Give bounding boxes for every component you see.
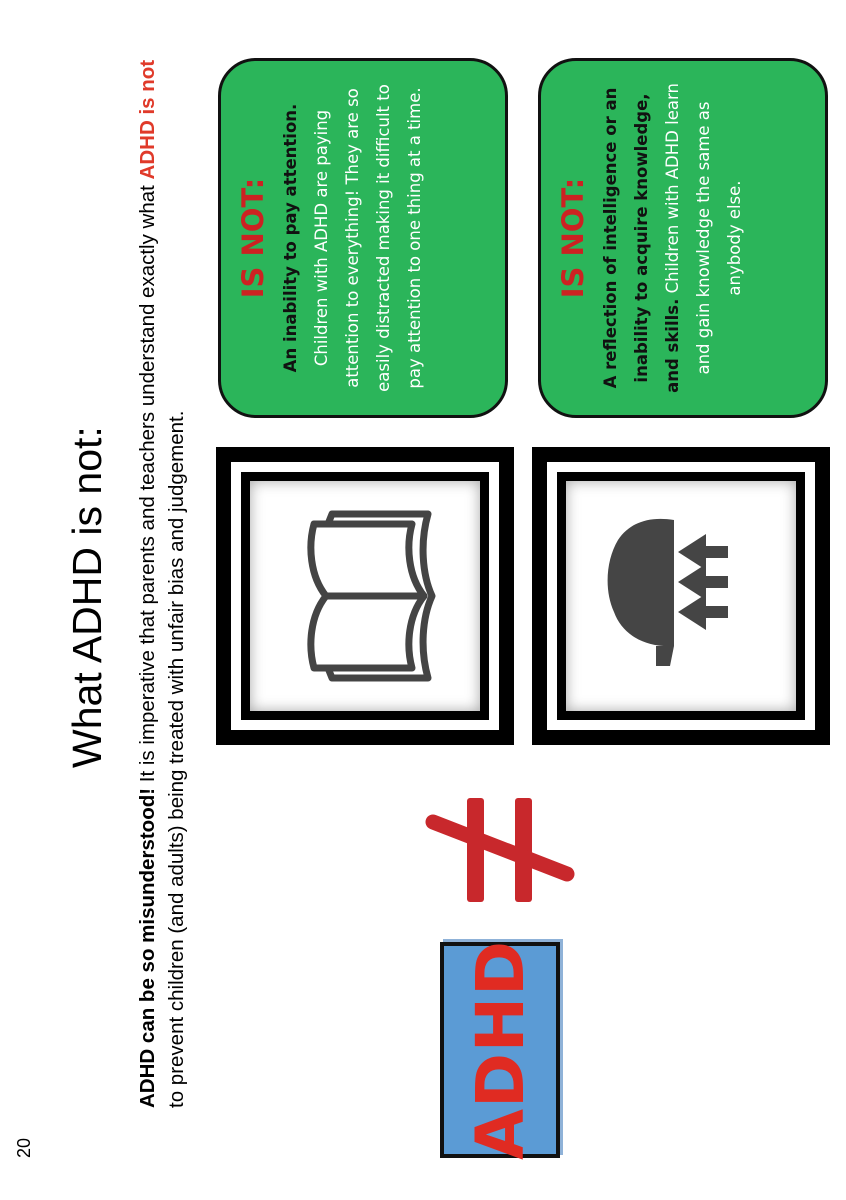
- brain-frame-inner: [547, 462, 815, 730]
- intro-bold: ADHD can be so misunderstood!: [136, 787, 159, 1108]
- intro-text-2: to prevent children (and adults) being treated with unfair bias and judgement.: [165, 410, 188, 1108]
- brain-icon-frame: [532, 447, 830, 745]
- book-icon-frame: [216, 447, 514, 745]
- open-book-icon: [290, 506, 440, 686]
- card-text: Children with ADHD are paying attention to everything! They are so easily distracted making it difficult to pay attention to one thing at a time.: [312, 84, 424, 392]
- intro-red-highlight: ADHD is not: [136, 59, 159, 180]
- book-frame-picture: [241, 472, 489, 720]
- page-title: What ADHD is not:: [64, 426, 110, 768]
- card-body: [595, 75, 750, 401]
- adhd-box-label: ADHD: [461, 940, 539, 1160]
- card-body: [275, 75, 430, 401]
- card-text: Children with ADHD learn and gain knowledge the same as anybody else.: [663, 83, 744, 375]
- not-equal-icon: [425, 794, 575, 904]
- card-attention: [218, 58, 508, 418]
- card-intelligence: [538, 58, 828, 418]
- adhd-label-box: [440, 942, 560, 1158]
- card-heading: IS NOT:: [236, 177, 270, 299]
- card-heading: IS NOT:: [556, 177, 590, 299]
- book-frame-inner: [231, 462, 499, 730]
- page-number: 20: [14, 1137, 34, 1158]
- card-bold-text: A reflection of intelligence or an inability to acquire knowledge, and skills.: [601, 87, 682, 393]
- card-bold-text: An inability to pay attention.: [281, 103, 300, 373]
- head-with-arrows-icon: [596, 506, 766, 686]
- intro-text-1: It is imperative that parents and teachers understand exactly what: [136, 179, 159, 788]
- brain-frame-picture: [557, 472, 805, 720]
- intro-paragraph: [133, 48, 191, 1108]
